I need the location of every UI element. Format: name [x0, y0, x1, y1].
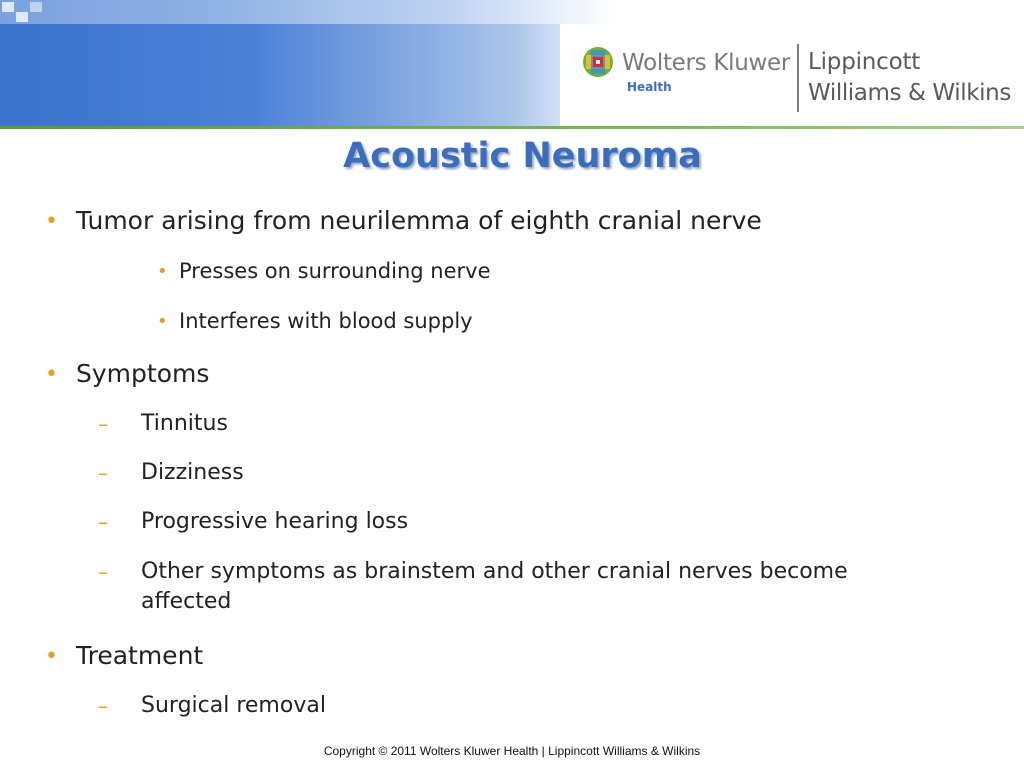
- logo-divider: [797, 44, 799, 112]
- dash-item: Surgical removal: [141, 693, 326, 718]
- sub-bullet-item: Interferes with blood supply: [179, 309, 473, 333]
- dash-marker: –: [98, 694, 108, 718]
- imprint-line-2: Williams & Wilkins: [808, 80, 1011, 106]
- imprint-line-1: Lippincott: [808, 49, 921, 75]
- bullet-marker: •: [45, 644, 58, 669]
- publisher-name: Wolters Kluwer: [622, 50, 791, 76]
- header-top-strip: [0, 0, 1024, 24]
- header-accent-line: [0, 126, 1024, 129]
- sub-bullet-item: Presses on surrounding nerve: [179, 259, 491, 283]
- dash-item-continuation: affected: [141, 589, 232, 614]
- sub-bullet-marker: •: [157, 261, 168, 282]
- bullet-marker: •: [45, 362, 58, 387]
- dash-marker: –: [98, 510, 108, 534]
- bullet-item: Symptoms: [76, 359, 210, 388]
- dash-marker: –: [98, 461, 108, 485]
- dash-item: Dizziness: [141, 460, 244, 485]
- dash-marker: –: [98, 412, 108, 436]
- dash-marker: –: [98, 560, 108, 584]
- bullet-marker: •: [45, 209, 58, 234]
- slide-title: Acoustic Neuroma: [343, 136, 702, 176]
- bullet-item: Treatment: [76, 641, 204, 670]
- sub-bullet-marker: •: [157, 311, 168, 332]
- bullet-item: Tumor arising from neurilemma of eighth cranial nerve: [76, 206, 762, 235]
- dash-item: Progressive hearing loss: [141, 509, 409, 534]
- dash-item: Other symptoms as brainstem and other cranial nerves become: [141, 559, 848, 584]
- publisher-division: Health: [627, 80, 672, 94]
- copyright-footer: Copyright © 2011 Wolters Kluwer Health | Lippincott Williams & Wilkins: [323, 744, 701, 758]
- dash-item: Tinnitus: [141, 411, 228, 436]
- decorative-square: [30, 2, 42, 12]
- wolters-kluwer-logo-icon: [582, 46, 614, 78]
- decorative-square: [16, 12, 28, 22]
- decorative-square: [2, 2, 14, 12]
